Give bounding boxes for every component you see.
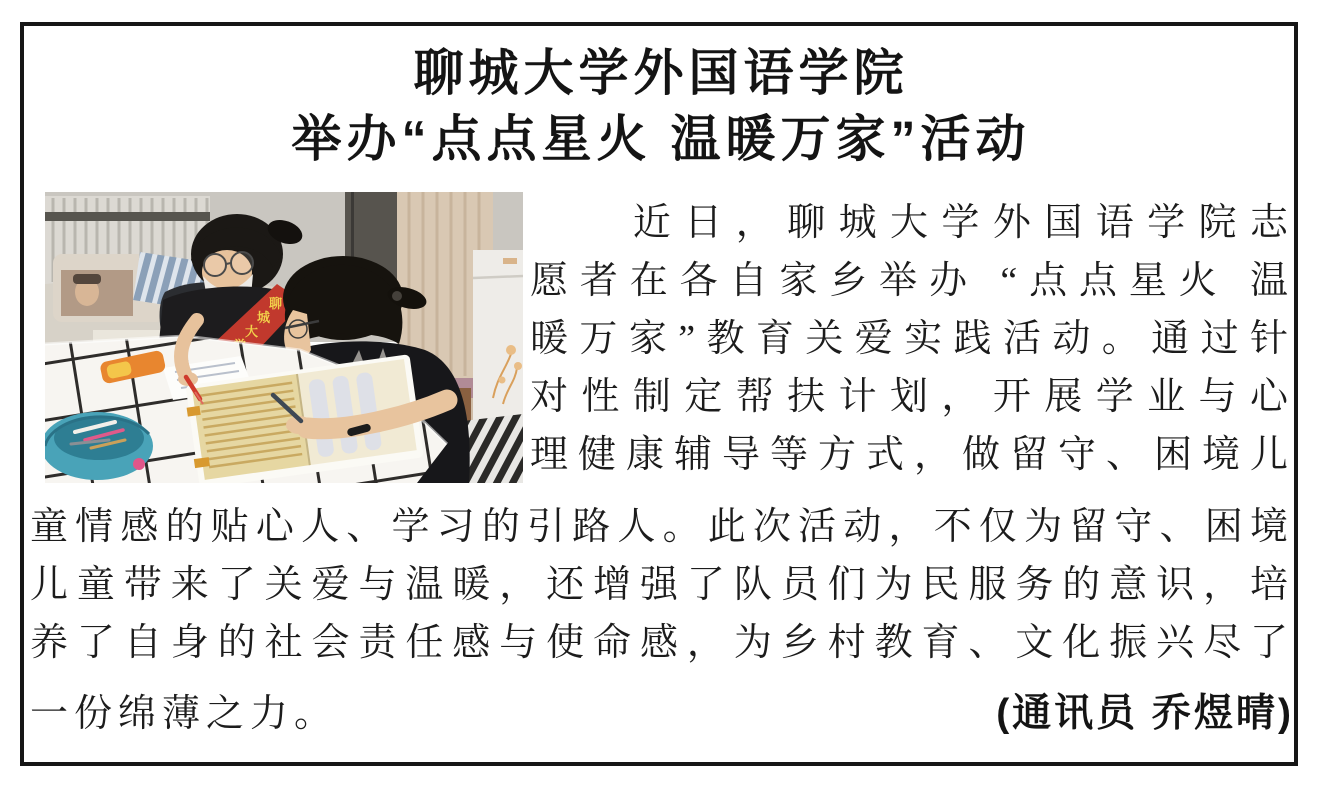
correspondent-byline: (通讯员 乔煜晴) [996, 692, 1294, 735]
svg-text:聊: 聊 [269, 296, 283, 311]
svg-text:城: 城 [257, 310, 271, 325]
news-photo-illustration [45, 192, 523, 483]
body-line-1: 近日，聊城大学外国语学院志 [530, 202, 1294, 244]
headline-line-2: 举办“点点星火 温暖万家”活动 [291, 111, 1031, 167]
closing-row [30, 682, 1294, 738]
body-line-8: 养了自身的社会责任感与使命感，为乡村教育、文化振兴尽了 [30, 622, 1294, 664]
body-line-7: 儿童带来了关爱与温暖，还增强了队员们为民服务的意识，培 [30, 564, 1294, 606]
svg-text:大: 大 [245, 324, 259, 339]
body-line-6: 童情感的贴心人、学习的引路人。此次活动，不仅为留守、困境 [30, 506, 1294, 548]
news-photo [45, 192, 523, 483]
body-line-3: 暖万家”教育关爱实践活动。通过针 [530, 318, 1294, 360]
body-line-5: 理健康辅导等方式，做留守、困境儿 [530, 434, 1294, 476]
body-line-2: 愿者在各自家乡举办 “点点星火 温 [530, 260, 1294, 302]
body-line-4: 对性制定帮扶计划，开展学业与心 [530, 376, 1294, 418]
headline-line-1: 聊城大学外国语学院 [413, 45, 909, 101]
body-line-9: 一份绵薄之力。 [30, 693, 339, 735]
headline [24, 40, 1298, 172]
